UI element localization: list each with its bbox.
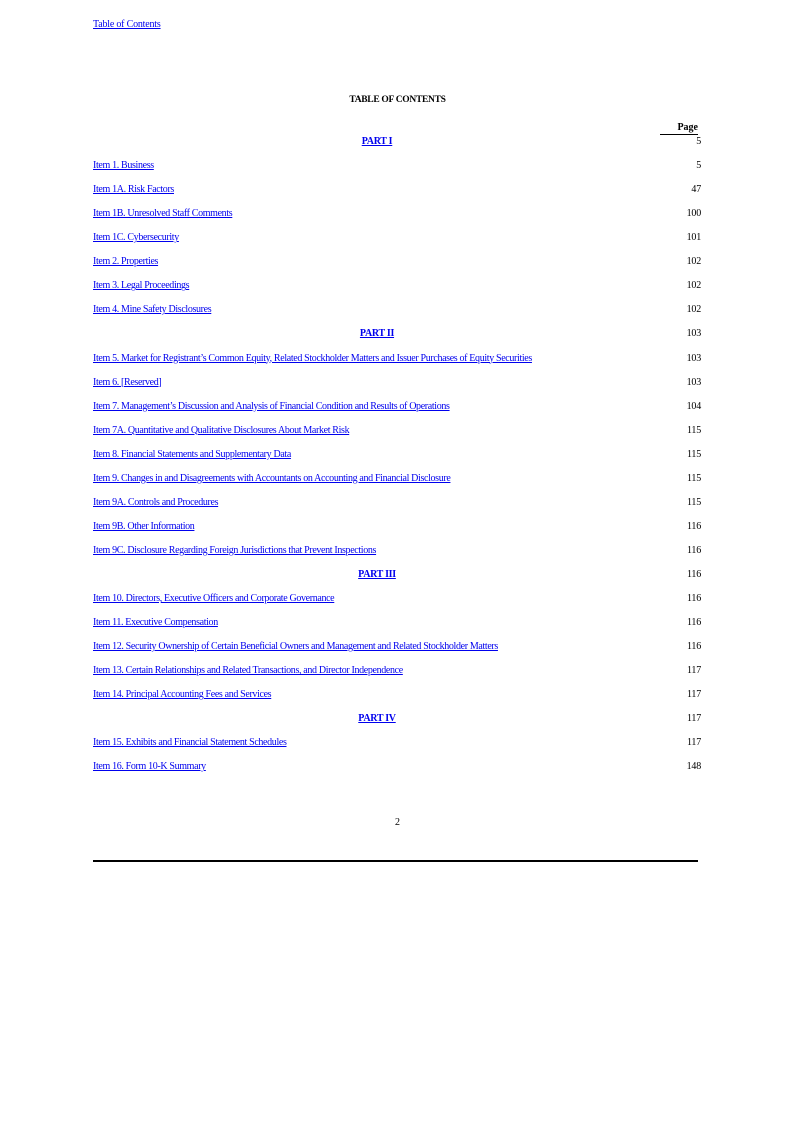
- toc-row: [93, 592, 701, 606]
- toc-page-number: 115: [686, 424, 701, 436]
- toc-item-link[interactable]: Item 1B. Unresolved Staff Comments: [93, 208, 233, 220]
- toc-row: [93, 616, 701, 630]
- toc-item-link[interactable]: Item 3. Legal Proceedings: [93, 280, 190, 292]
- page-column-header: Page: [660, 122, 698, 135]
- table-of-contents-link[interactable]: Table of Contents: [93, 19, 161, 30]
- toc-part-row: [93, 712, 701, 726]
- toc-row: [93, 640, 701, 654]
- toc-part-row: [93, 135, 701, 149]
- toc-part-row: [93, 327, 701, 341]
- toc-page-number: 148: [686, 761, 701, 773]
- toc-page-number: 103: [686, 352, 701, 364]
- toc-page-number: 5: [696, 136, 701, 147]
- toc-page-number: 102: [686, 280, 701, 292]
- toc-item-link[interactable]: Item 7A. Quantitative and Qualitative Disclosures About Market Risk: [93, 424, 350, 436]
- toc-row: [93, 279, 701, 293]
- toc-item-link[interactable]: Item 10. Directors, Executive Officers and Corporate Governance: [93, 593, 335, 604]
- toc-page-number: 116: [686, 617, 701, 628]
- toc-row: [93, 448, 701, 462]
- toc-page-number: 116: [686, 520, 701, 532]
- toc-row: [93, 303, 701, 317]
- toc-page-number: 47: [691, 184, 701, 196]
- toc-row: [93, 760, 701, 774]
- toc-item-link[interactable]: Item 15. Exhibits and Financial Statement Schedules: [93, 737, 287, 749]
- toc-item-link[interactable]: Item 16. Form 10-K Summary: [93, 761, 206, 773]
- toc-part-link[interactable]: PART I: [361, 136, 393, 147]
- toc-item-link[interactable]: Item 9A. Controls and Procedures: [93, 496, 219, 508]
- toc-page-number: 116: [686, 593, 701, 604]
- toc-page-number: 5: [696, 160, 701, 172]
- toc-page-number: 102: [686, 304, 701, 316]
- toc-row: [93, 664, 701, 678]
- toc-page-number: 117: [686, 665, 701, 677]
- toc-part-link[interactable]: PART II: [359, 328, 395, 340]
- toc-row: [93, 472, 701, 486]
- toc-row: [93, 400, 701, 414]
- toc-part-row: [93, 568, 701, 582]
- toc-row: [93, 688, 701, 702]
- toc-item-link[interactable]: Item 12. Security Ownership of Certain Beneficial Owners and Management and Related Stockholder Matters: [93, 641, 498, 652]
- toc-page-number: 104: [686, 400, 701, 412]
- toc-page-number: 116: [686, 568, 701, 580]
- toc-row: [93, 376, 701, 390]
- page-number: 2: [395, 817, 400, 828]
- toc-item-link[interactable]: Item 8. Financial Statements and Supplementary Data: [93, 448, 291, 460]
- toc-item-link[interactable]: Item 1C. Cybersecurity: [93, 232, 179, 244]
- toc-row: [93, 207, 701, 221]
- toc-item-link[interactable]: Item 7. Management’s Discussion and Analysis of Financial Condition and Results of Operations: [93, 400, 450, 412]
- toc-row: [93, 736, 701, 750]
- toc-page-number: 115: [686, 496, 701, 508]
- toc-item-link[interactable]: Item 9C. Disclosure Regarding Foreign Jurisdictions that Prevent Inspections: [93, 544, 377, 556]
- toc-page-number: 101: [686, 232, 701, 244]
- toc-page-number: 117: [686, 689, 701, 701]
- toc-page-number: 103: [686, 328, 701, 340]
- toc-page-number: 116: [686, 544, 701, 556]
- toc-page-number: 115: [686, 472, 701, 484]
- toc-item-link[interactable]: Item 1. Business: [93, 160, 154, 172]
- toc-row: [93, 544, 701, 558]
- toc-page-number: 117: [686, 713, 701, 725]
- toc-row: [93, 255, 701, 269]
- toc-row: [93, 424, 701, 438]
- toc-row: [93, 352, 701, 366]
- toc-row: [93, 496, 701, 510]
- toc-page-number: 117: [686, 737, 701, 749]
- toc-page-number: 103: [686, 376, 701, 388]
- document-title: TABLE OF CONTENTS: [349, 95, 446, 105]
- toc-item-link[interactable]: Item 4. Mine Safety Disclosures: [93, 304, 212, 316]
- toc-item-link[interactable]: Item 6. [Reserved]: [93, 376, 162, 388]
- toc-row: [93, 183, 701, 197]
- toc-page-number: 115: [686, 448, 701, 460]
- toc-item-link[interactable]: Item 5. Market for Registrant’s Common Equity, Related Stockholder Matters and Issuer Purchases of Equity Securities: [93, 352, 532, 364]
- toc-page-number: 116: [686, 641, 701, 652]
- toc-item-link[interactable]: Item 2. Properties: [93, 256, 159, 268]
- toc-row: [93, 159, 701, 173]
- page-divider: [93, 860, 698, 862]
- toc-item-link[interactable]: Item 1A. Risk Factors: [93, 184, 174, 196]
- toc-item-link[interactable]: Item 9B. Other Information: [93, 520, 195, 532]
- toc-row: [93, 520, 701, 534]
- toc-page-number: 100: [686, 208, 701, 220]
- toc-row: [93, 231, 701, 245]
- toc-item-link[interactable]: Item 9. Changes in and Disagreements with Accountants on Accounting and Financial Disclosure: [93, 472, 451, 484]
- toc-part-link[interactable]: PART IV: [358, 713, 396, 725]
- toc-part-link[interactable]: PART III: [358, 568, 396, 580]
- toc-item-link[interactable]: Item 11. Executive Compensation: [93, 617, 218, 628]
- toc-item-link[interactable]: Item 13. Certain Relationships and Related Transactions, and Director Independence: [93, 665, 403, 677]
- toc-page-number: 102: [686, 256, 701, 268]
- toc-item-link[interactable]: Item 14. Principal Accounting Fees and Services: [93, 689, 272, 701]
